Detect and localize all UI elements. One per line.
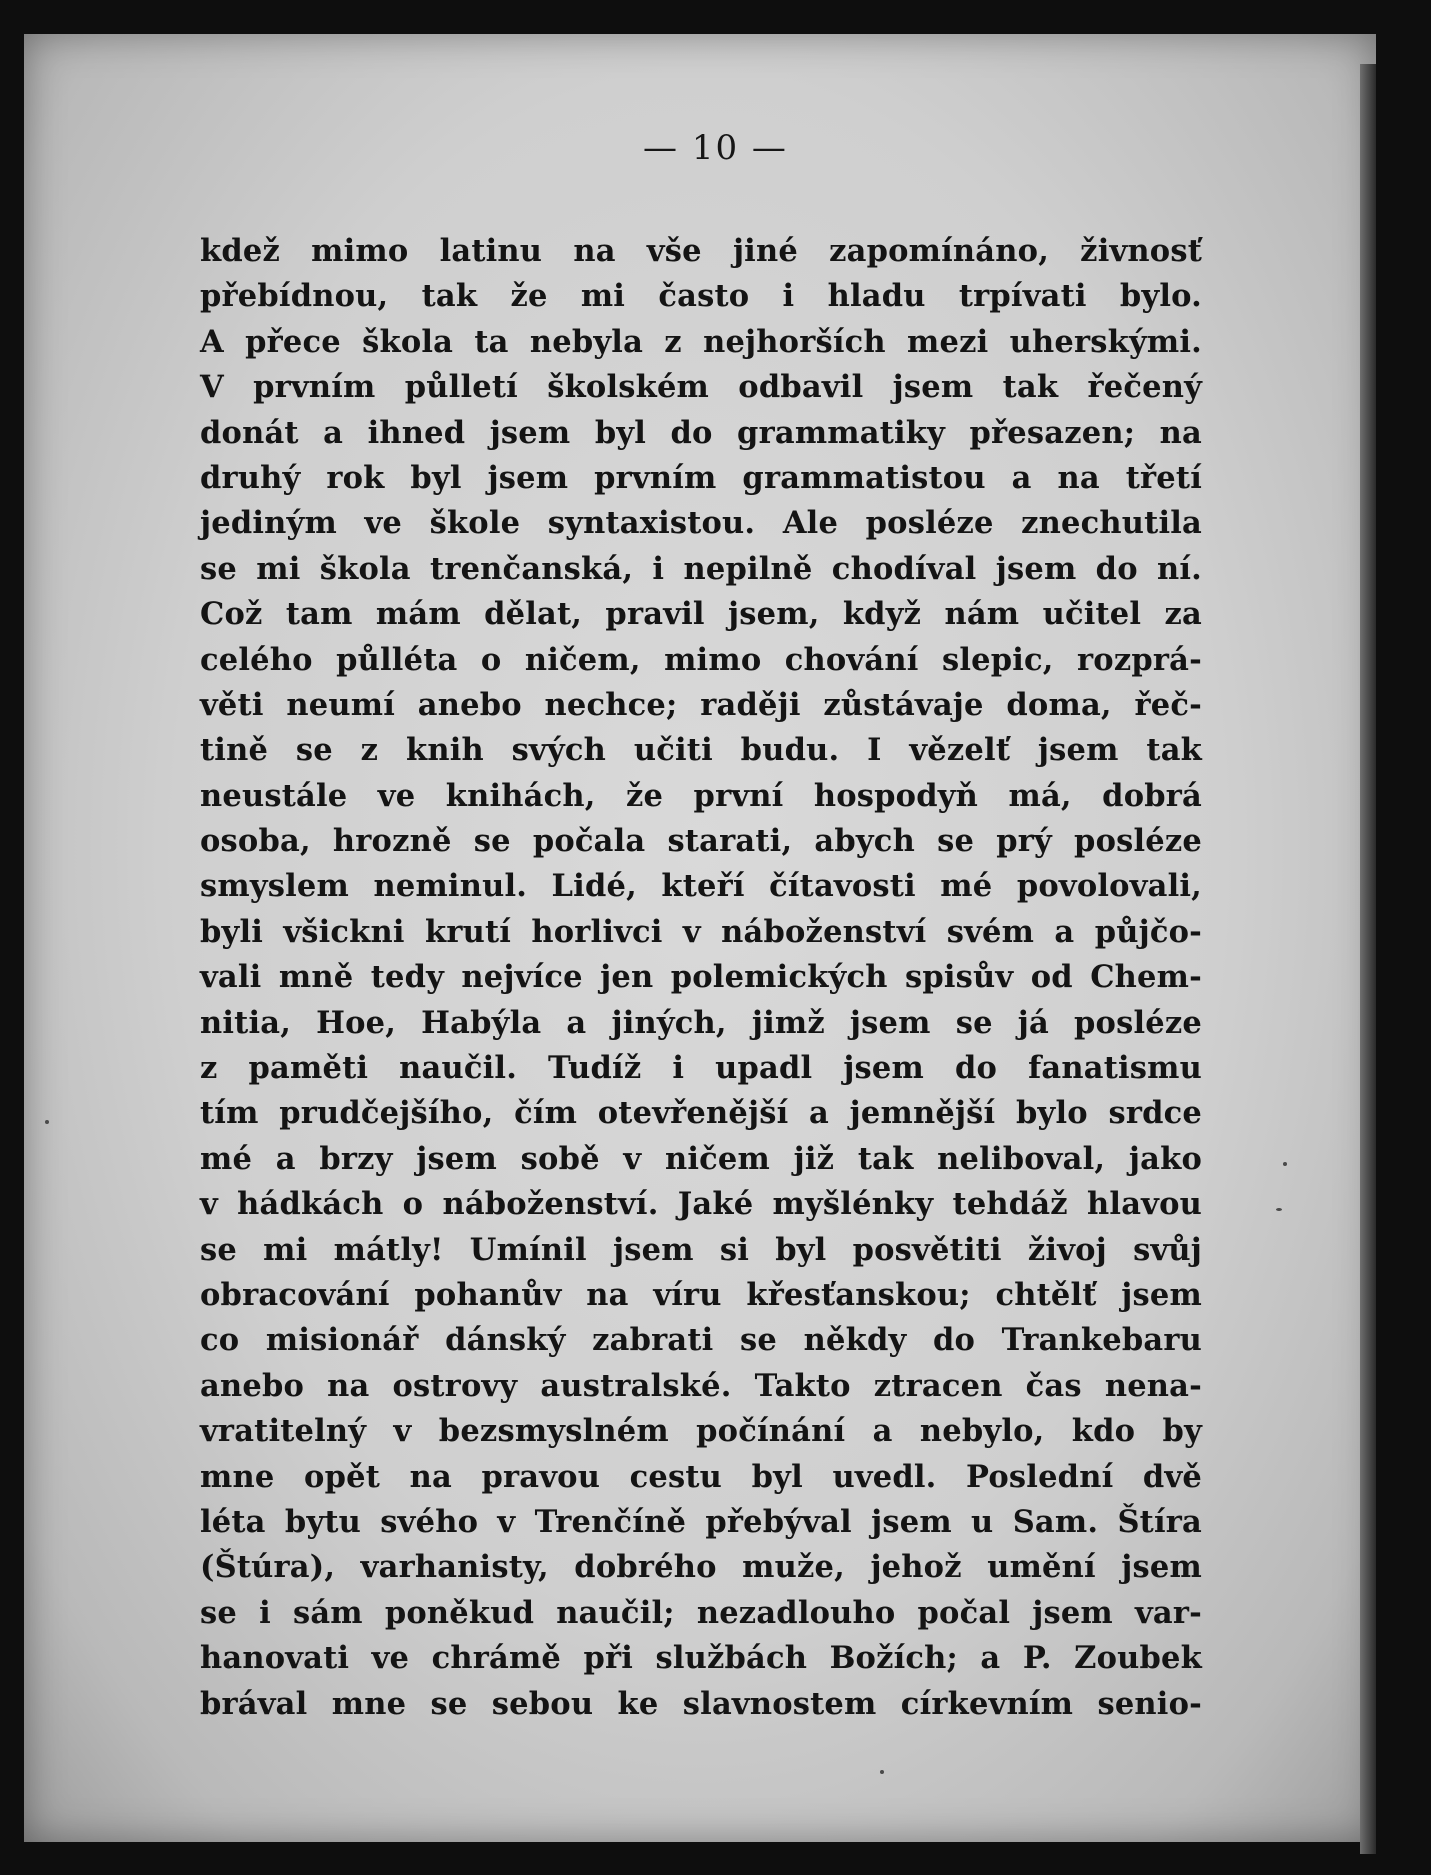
text-line: osoba, hrozně se počala starati, abych se prý posléze — [200, 823, 1202, 860]
text-line: hanovati ve chrámě při službách Božích; a P. Zoubek — [200, 1640, 1202, 1677]
scan-speck — [1283, 1162, 1287, 1166]
text-line: přebídnou, tak že mi často i hladu trpívati bylo. — [200, 278, 1202, 315]
page-number: — 10 — — [643, 128, 788, 168]
scan-speck — [1276, 1208, 1282, 1211]
text-line: věti neumí anebo nechce; raději zůstávaje doma, řeč- — [200, 686, 1202, 723]
text-line: vratitelný v bezsmyslném počínání a nebylo, kdo by — [200, 1413, 1202, 1450]
text-line: nitia, Hoe, Habýla a jiných, jimž jsem se já posléze — [200, 1004, 1202, 1041]
text-line: brával mne se sebou ke slavnostem církevním senio- — [200, 1685, 1202, 1722]
text-line: se mi škola trenčanská, i nepilně chodíval jsem do ní. — [200, 550, 1202, 587]
text-line: tím prudčejšího, čím otevřenější a jemnější bylo srdce — [200, 1095, 1202, 1132]
text-line: V prvním půlletí školském odbavil jsem tak řečený — [200, 369, 1202, 406]
text-line: mne opět na pravou cestu byl uvedl. Poslední dvě — [200, 1458, 1202, 1495]
text-line: druhý rok byl jsem prvním grammatistou a na třetí — [200, 459, 1202, 496]
text-line: mé a brzy jsem sobě v ničem již tak nelibоval, jako — [200, 1140, 1202, 1177]
text-line: obracování pohanův na víru křesťanskou; chtělť jsem — [200, 1276, 1202, 1313]
body-text — [200, 229, 1202, 1727]
text-line: anebo na ostrovy australské. Takto ztracen čas nena- — [200, 1367, 1202, 1404]
text-line: co misionář dánský zabrati se někdy do Trankebaru — [200, 1322, 1202, 1359]
text-line: v hádkách o náboženství. Jaké myšlénky tehdáž hlavou — [200, 1186, 1202, 1223]
text-line: léta bytu svého v Trenčíně přebýval jsem u Sam. Štíra — [200, 1503, 1202, 1540]
text-line: tině se z knih svých učiti budu. I vězelť jsem tak — [200, 732, 1202, 769]
page-edge — [1360, 64, 1376, 1854]
text-line: byli všickni krutí horlivci v náboženství svém a půjčo- — [200, 913, 1202, 950]
text-line: celého půlléta o ničem, mimo chování slepic, rozprá- — [200, 641, 1202, 678]
text-line: vali mně tedy nejvíce jen polemických spisův od Chem- — [200, 959, 1202, 996]
text-line: se mi mátly! Umínil jsem si byl posvětiti živoj svůj — [200, 1231, 1202, 1268]
text-line: se i sám poněkud naučil; nezadlouho počal jsem var- — [200, 1594, 1202, 1631]
text-line: smyslem neminul. Lidé, kteří čítavosti mé povolovali, — [200, 868, 1202, 905]
text-line: Což tam mám dělat, pravil jsem, když nám učitel za — [200, 596, 1202, 633]
text-line: neustále ve knihách, že první hospodyň má, dobrá — [200, 777, 1202, 814]
text-line: A přece škola ta nebyla z nejhorších mezi uherskými. — [200, 323, 1202, 360]
text-line: kdež mimo latinu na vše jiné zapomínáno, živnosť — [200, 233, 1202, 269]
text-line: donát a ihned jsem byl do grammatiky přesazen; na — [200, 414, 1202, 451]
text-line: z paměti naučil. Tudíž i upadl jsem do fanatismu — [200, 1050, 1202, 1087]
text-line: jediným ve škole syntaxistou. Ale posléze znechutila — [200, 505, 1202, 542]
text-line: (Štúra), varhanisty, dobrého muže, jehož umění jsem — [200, 1549, 1202, 1586]
scan-speck — [880, 1770, 884, 1774]
scan-speck — [45, 1120, 49, 1124]
